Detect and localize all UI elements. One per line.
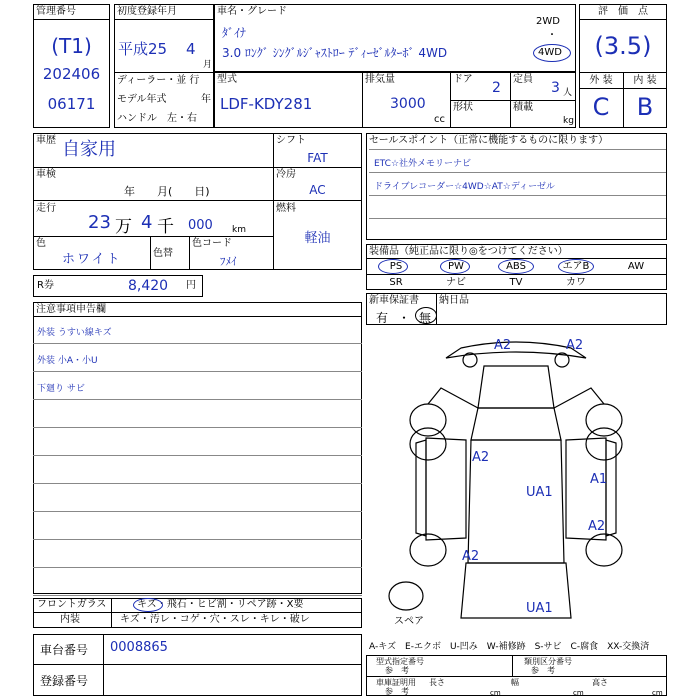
warranty-yes: 有 <box>376 311 389 325</box>
interior-grade: B <box>636 93 654 121</box>
equip-aw: AW <box>627 261 645 272</box>
warranty-no-circle <box>415 307 437 324</box>
mileage-big2: 4 <box>141 212 153 233</box>
color-change-label: 色替 <box>153 248 173 259</box>
notes-box <box>33 302 362 594</box>
color-code-value: ﾌﾒｲ <box>220 255 237 268</box>
capacity-label: 定員 <box>513 74 533 85</box>
management-number-label: 管理番号 <box>36 6 76 17</box>
equip-abs-circle <box>498 259 534 274</box>
color-label: 色 <box>36 238 46 249</box>
mark-rear: UA1 <box>526 601 553 616</box>
equipment-label: 装備品（純正品に限り◎をつけてください） <box>369 246 568 257</box>
equip-airbag-circle <box>558 259 594 274</box>
warranty-no: 無 <box>419 311 432 325</box>
drive-4wd-circle <box>533 44 571 62</box>
displacement-label: 排気量 <box>365 74 395 85</box>
note-line-2: 外装 小A・小U <box>37 356 98 366</box>
recycle-label: R券 <box>37 280 54 291</box>
ac-label: 冷房 <box>276 169 296 180</box>
type-cert-label: 型式指定番号 <box>376 657 424 666</box>
score-label: 評 価 点 <box>598 6 648 17</box>
notes-ruled-line <box>33 567 362 568</box>
inspection-value: 年 月( 日) <box>124 185 210 198</box>
car-damage-diagram <box>366 328 667 628</box>
mileage-sen: 千 <box>157 217 174 237</box>
damage-legend: A-キズ E-エクボ U-凹み W-補修跡 S-サビ C-腐食 XX-交換済 <box>369 642 650 652</box>
vehicle-cert-ref: 参 考 <box>385 687 409 696</box>
mark-right-front: A1 <box>590 472 608 487</box>
interior-label-glass: 内装 <box>60 614 80 625</box>
equip-leather: カワ <box>566 277 586 288</box>
mark-right-rear: A2 <box>588 519 606 534</box>
inspection-label: 車検 <box>36 169 56 180</box>
mark-left-front: A2 <box>472 450 490 465</box>
glass-value: キズ・飛石・ヒビ割・リペア跡・X要 <box>137 599 304 610</box>
mileage-man: 万 <box>115 217 132 237</box>
width-label: 幅 <box>511 678 519 687</box>
drive-4wd: 4WD <box>538 47 562 58</box>
equip-ps-circle <box>378 259 408 274</box>
sales-point-2: ドライブレコーダー☆4WD☆AT☆ディーゼル <box>374 182 555 192</box>
height-label: 高さ <box>592 678 608 687</box>
drive-dot: ・ <box>547 30 557 41</box>
registration-era: 平成25 <box>118 40 168 58</box>
management-line2: 202406 <box>42 65 101 83</box>
ac-value: AC <box>309 183 326 197</box>
year-unit: 年 <box>201 94 211 105</box>
note-line-3: 下廻り サビ <box>37 384 85 394</box>
interior-value: キズ・汚レ・コゲ・穴・スレ・キレ・破レ <box>120 614 310 625</box>
glass-scratch-circle <box>133 598 163 612</box>
km-unit: km <box>232 225 246 235</box>
mileage-big1: 23 <box>88 212 111 233</box>
capacity-unit: 人 <box>563 88 573 98</box>
registration-box <box>114 4 214 128</box>
score-value: (3.5) <box>594 32 652 60</box>
notes-ruled-line <box>33 483 362 484</box>
interior-label: 内 装 <box>633 75 657 86</box>
shape-label: 形状 <box>453 102 473 113</box>
glass-label: フロントガラス <box>37 599 107 610</box>
notes-ruled-line <box>33 511 362 512</box>
sales-point-1: ETC☆社外メモリーナビ <box>374 159 472 169</box>
handle-label: ハンドル 左・右 <box>117 113 197 124</box>
equip-ps: PS <box>389 261 403 272</box>
vehicle-cert-label: 車庫証明用 <box>376 678 416 687</box>
load-label: 積載 <box>513 102 533 113</box>
warranty-label: 新車保証書 <box>369 295 419 306</box>
notes-label: 注意事項申告欄 <box>36 304 106 315</box>
notes-ruled-line <box>33 427 362 428</box>
mark-roof: UA1 <box>526 485 553 500</box>
car-name: ﾀﾞｲﾅ <box>222 26 247 40</box>
mark-front-right: A2 <box>566 338 584 353</box>
spare-label: スペア <box>394 616 424 627</box>
drive-2wd: 2WD <box>536 16 560 27</box>
chassis-label: 車台番号 <box>40 643 89 657</box>
exterior-grade: C <box>592 93 610 121</box>
color-value: ホワイト <box>62 252 122 267</box>
model-year-label: モデル年式 <box>117 94 167 105</box>
category-label: 類別区分番号 <box>524 657 572 666</box>
cc-unit: cc <box>434 114 445 125</box>
length-unit: cm <box>490 689 501 697</box>
width-unit: cm <box>573 689 584 697</box>
history-label: 車歴 <box>36 135 56 146</box>
recycle-unit: 円 <box>186 280 196 291</box>
model-value: LDF-KDY281 <box>220 95 313 113</box>
equip-airbag: エアB <box>562 261 590 272</box>
shift-value: FAT <box>307 151 328 165</box>
mark-front-left: A2 <box>494 338 512 353</box>
recycle-value: 8,420 <box>128 278 169 294</box>
management-line1: (T1) <box>51 34 92 58</box>
height-unit: cm <box>652 689 663 697</box>
car-grade: 3.0 ﾛﾝｸﾞ ｼﾝｸﾞﾙｼﾞｬｽﾄﾛｰ ﾃﾞｨｰｾﾞﾙﾀｰﾎﾞ 4WD <box>222 46 448 60</box>
dealer-label: ディーラー・並 行 <box>117 75 200 86</box>
notes-ruled-line <box>33 455 362 456</box>
equip-abs: ABS <box>506 261 526 272</box>
car-name-label: 車名・グレード <box>217 6 287 17</box>
note-line-1: 外装 うすい線キズ <box>37 328 112 338</box>
displacement-value: 3000 <box>390 96 426 112</box>
equip-pw: PW <box>448 261 464 272</box>
management-line3: 06171 <box>47 95 96 113</box>
equip-tv: TV <box>509 277 523 288</box>
color-code-label: 色コード <box>192 238 232 249</box>
mark-left-rear: A2 <box>462 549 480 564</box>
month-unit: 月 <box>203 60 213 70</box>
equip-navi: ナビ <box>446 277 466 288</box>
notes-ruled-line <box>33 595 362 596</box>
delivery-label: 納日品 <box>439 295 469 306</box>
mileage-label: 走行 <box>36 203 56 214</box>
registration-label: 初度登録年月 <box>117 6 177 17</box>
notes-ruled-line <box>33 399 362 400</box>
capacity-value: 3 <box>551 80 560 96</box>
registration-month: 4 <box>186 40 196 58</box>
length-label: 長さ <box>429 678 445 687</box>
sales-points-label: セールスポイント（正常に機能するものに限ります） <box>369 135 609 146</box>
warranty-dot: ・ <box>398 311 411 325</box>
mileage-small: 000 <box>188 218 213 233</box>
category-ref: 参 考 <box>531 666 555 675</box>
shift-label: シフト <box>276 135 306 146</box>
notes-ruled-line <box>33 539 362 540</box>
kg-unit: kg <box>563 116 574 126</box>
history-value: 自家用 <box>62 139 116 160</box>
door-label: ドア <box>453 74 473 85</box>
exterior-label: 外 装 <box>589 75 613 86</box>
registration-number-label: 登録番号 <box>40 674 89 688</box>
chassis-value: 0008865 <box>110 640 168 655</box>
type-cert-ref: 参 考 <box>385 666 409 675</box>
model-label: 型式 <box>217 74 237 85</box>
recycle-box <box>33 275 203 297</box>
notes-ruled-line <box>33 343 362 344</box>
equip-sr: SR <box>389 277 403 288</box>
notes-ruled-line <box>33 371 362 372</box>
fuel-label: 燃料 <box>276 203 296 214</box>
fuel-value: 軽油 <box>304 231 331 246</box>
door-value: 2 <box>492 80 501 96</box>
equip-pw-circle <box>440 259 470 274</box>
